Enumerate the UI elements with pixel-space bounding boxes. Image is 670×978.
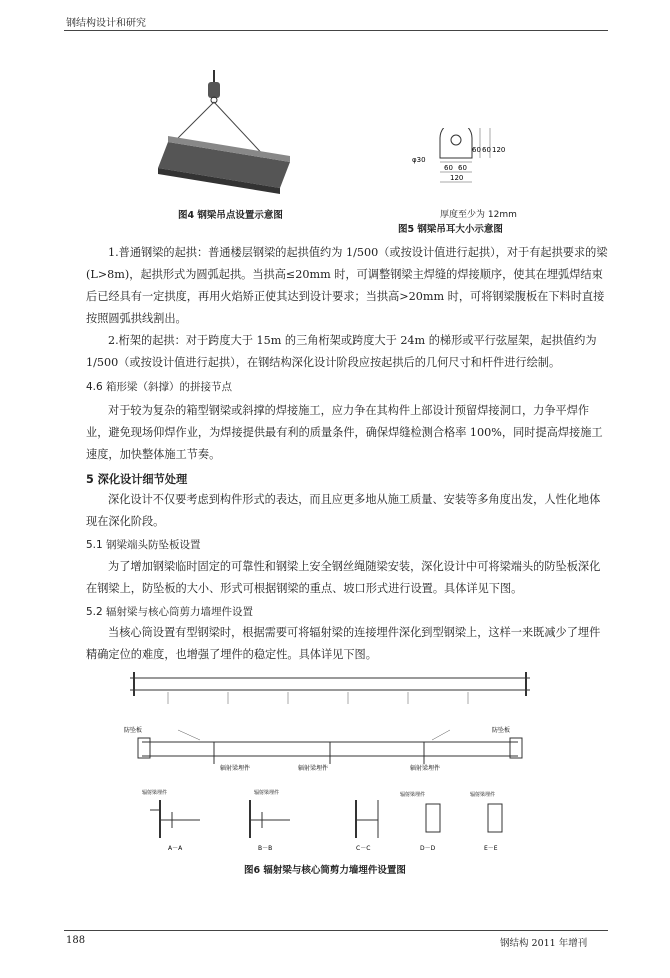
fig5-dim-5: 60 [444, 164, 453, 172]
fig6-caption: 图6 辐射梁与核心筒剪力墙埋件设置图 [244, 865, 406, 876]
fangzhuiban-left-label: 防坠板 [124, 727, 143, 734]
paragraph-beam-camber: 1.普通钢梁的起拱：普通楼层钢梁的起拱值约为 1/500（或按设计值进行起拱），对于有起拱要求的梁(L>8m)，起拱形式为圆弧起拱。当拱高≤20mm 时，可调整钢梁主焊缝的焊接顺序，使其在埋弧焊结束后已经具有一定拱度，再用火焰矫正使其达到设计要求；当拱高>20mm 时，可将钢梁腹板在下料时直接按照圆弧拱线割出。 [86, 246, 608, 325]
paragraph-truss-camber: 2.桁架的起拱：对于跨度大于 15m 的三角桁架或跨度大于 24m 的梯形或平行弦屋架，起拱值约为 1/500（或按设计值进行起拱），在钢结构深化设计阶段应按起拱后的几何尺寸和杆件进行绘制。 [86, 334, 597, 369]
fig5-dim-2: 60 [472, 146, 481, 154]
detail-embed-label-3: 辐射梁埋件 [400, 792, 426, 798]
fig5-dim-6: 60 [458, 164, 467, 172]
paragraph-detailing: 深化设计不仅要考虑到构件形式的表达，而且应更多地从施工质量、安装等多角度出发，人性化地体现在深化阶段。 [86, 493, 601, 528]
section-e [470, 791, 502, 852]
footer-rule [64, 930, 608, 931]
running-header: 钢结构设计和研究 [66, 18, 146, 29]
fig6-illustration [120, 670, 540, 860]
section-c-label: C－C [356, 845, 371, 852]
fig4-illustration [150, 70, 320, 200]
fig5-caption: 图5 钢梁吊耳大小示意图 [398, 224, 503, 235]
embed-label-2: 辐射梁埋件 [298, 765, 329, 772]
header-rule [64, 30, 608, 31]
section-heading-5: 5 深化设计细节处理 [86, 473, 188, 486]
detail-embed-label-4: 辐射梁埋件 [470, 792, 496, 798]
section-e-label: E－E [484, 845, 498, 852]
embed-label-3: 辐射梁埋件 [410, 765, 441, 772]
embed-label-1: 辐射梁埋件 [220, 765, 251, 772]
section-a-label: A－A [168, 845, 183, 852]
footer-journal: 钢结构 2011 年增刊 [500, 938, 588, 949]
fangzhuiban-right-label: 防坠板 [492, 727, 511, 734]
section-b-label: B－B [258, 845, 273, 852]
fig5-dim-4: 120 [492, 146, 506, 154]
section-d-label: D－D [420, 845, 436, 852]
detail-embed-label-2: 辐射梁埋件 [254, 790, 280, 796]
paragraph-radial-beam: 当核心筒设置有型钢梁时，根据需要可将辐射梁的连接埋件深化到型钢梁上，这样一来既减少了埋件精确定位的难度，也增强了埋件的稳定性。具体详见下图。 [86, 626, 601, 661]
section-c [356, 800, 378, 852]
fig5-dim-3: 60 [482, 146, 491, 154]
section-heading-5-1: 5.1 钢梁端头防坠板设置 [86, 539, 201, 551]
section-b [250, 789, 290, 852]
section-heading-4-6: 4.6 箱形梁（斜撑）的拼接节点 [86, 381, 233, 393]
fig5-illustration [410, 128, 520, 198]
page-number: 188 [66, 935, 86, 946]
fig5-thickness-note: 厚度至少为 12mm [440, 210, 517, 220]
section-a [142, 789, 200, 852]
section-d [400, 791, 440, 852]
fig5-dim-7: 120 [450, 174, 464, 182]
paragraph-box-beam: 对于较为复杂的箱型钢梁或斜撑的焊接施工，应力争在其构件上部设计预留焊接洞口，力争平焊作业，避免现场仰焊作业，为焊接提供最有利的质量条件，确保焊缝检测合格率 100%，同时提高焊接施工速度，加快整体施工节奏。 [86, 404, 603, 461]
paragraph-fall-prevention: 为了增加钢梁临时固定的可靠性和钢梁上安全钢丝绳随梁安装，深化设计中可将梁端头的防坠板深化在钢梁上，防坠板的大小、形式可根据钢梁的重点、坡口形式进行设置。具体详见下图。 [86, 560, 601, 595]
detail-embed-label-1: 辐射梁埋件 [142, 790, 168, 796]
fig4-caption: 图4 钢梁吊点设置示意图 [178, 210, 283, 221]
fig5-dim-phi: φ30 [412, 156, 426, 164]
section-heading-5-2: 5.2 辐射梁与核心筒剪力墙埋件设置 [86, 606, 254, 618]
